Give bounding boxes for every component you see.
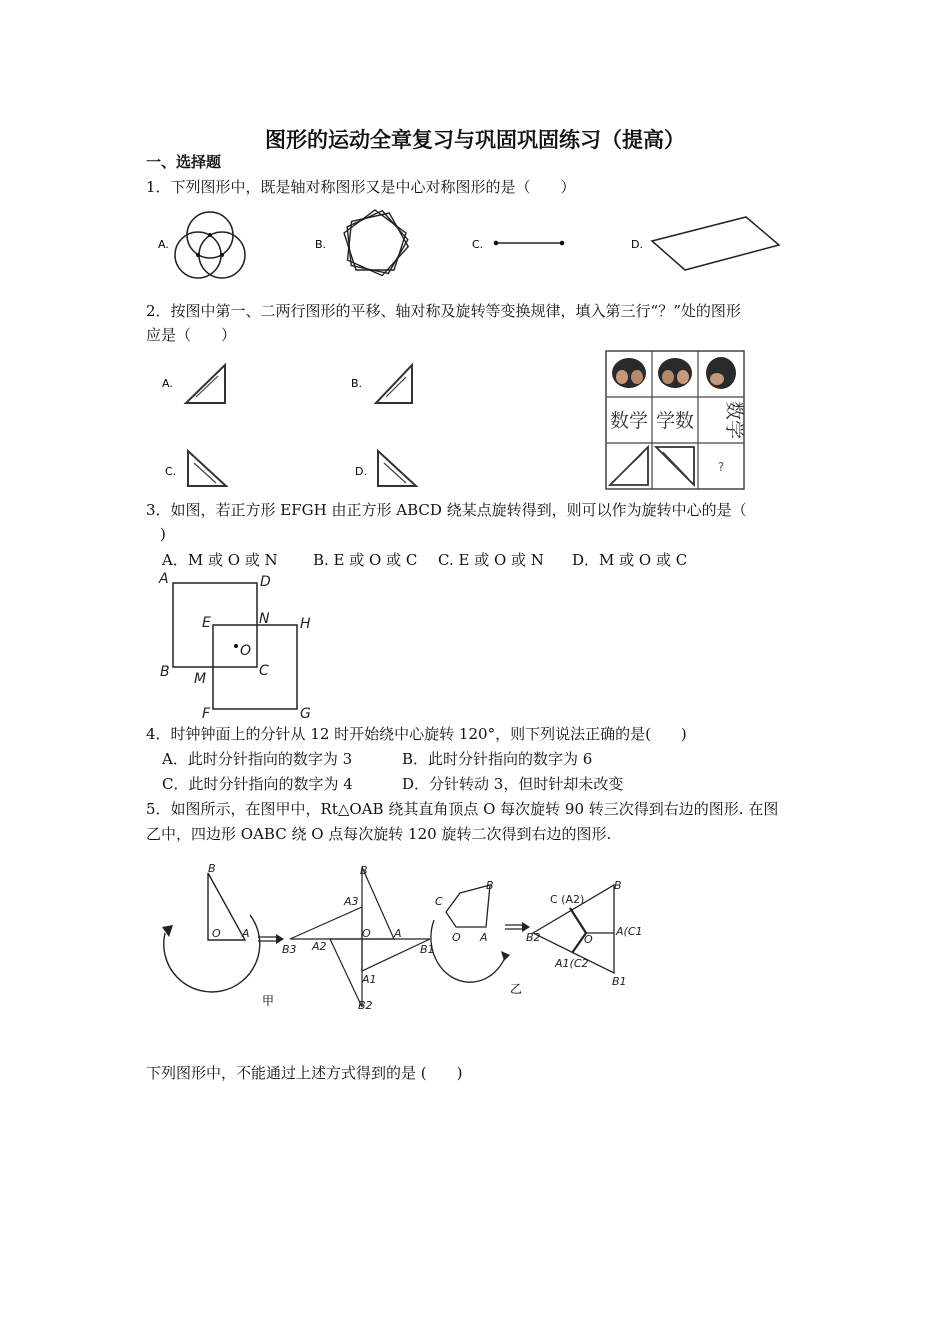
q2-stem-line1: 2．按图中第一、二两行图形的平移、轴对称及旋转等变换规律，填入第三行“？”处的图形 — [146, 302, 741, 320]
q1-label-a: A. — [158, 238, 169, 251]
arrow-right-icon — [258, 934, 284, 944]
q5-label: O — [212, 927, 221, 940]
q3-point-g: G — [300, 706, 311, 722]
grid-cell-row2-col2: 学数 — [655, 410, 695, 432]
animal-image-3 — [706, 357, 736, 389]
q1-option-c[interactable] — [472, 238, 564, 251]
q2-figures — [150, 355, 750, 495]
q2-label-b: B. — [351, 377, 363, 390]
q1-option-b[interactable] — [315, 200, 418, 280]
grid-question-mark: ? — [717, 460, 725, 474]
q1-label-b: B. — [315, 238, 327, 251]
q5-label: A2 — [312, 940, 327, 953]
grid-cell-row2-col1: 数学 — [609, 410, 649, 432]
q5-label: B — [614, 879, 622, 892]
q5-label: C — [435, 895, 443, 908]
q3-figure — [150, 570, 330, 720]
q2-pattern-grid — [606, 351, 745, 489]
q1-option-a[interactable] — [158, 212, 245, 278]
q5-figures — [150, 855, 670, 1025]
q4-option-d[interactable]: D．分针转动 3，但时针却未改变 — [402, 775, 624, 793]
q3-point-n: N — [259, 611, 270, 627]
animal-image-2 — [658, 358, 692, 388]
q5-label: B1 — [420, 943, 435, 956]
q2-stem-line2: 应是（ ） — [146, 326, 237, 344]
q2-label-a: A. — [162, 377, 173, 390]
q2-label-d: D. — [355, 465, 367, 478]
animal-image-1 — [612, 358, 646, 388]
q4-option-b[interactable]: B．此时分针指向的数字为 6 — [402, 750, 593, 768]
q3-point-m: M — [194, 671, 207, 687]
q5-label: A — [480, 931, 488, 944]
q3-point-e: E — [202, 615, 211, 631]
q5-label: O — [362, 927, 371, 940]
q2-option-d[interactable] — [355, 451, 416, 486]
q2-label-c: C. — [165, 465, 177, 478]
q3-stem-line2: ) — [160, 525, 166, 543]
q1-figures — [150, 205, 800, 285]
fig-yi-original — [431, 885, 510, 982]
q2-option-b[interactable] — [351, 365, 412, 403]
q5-follow-up: 下列图形中，不能通过上述方式得到的是 ( ) — [146, 1064, 463, 1082]
q5-label: A3 — [344, 895, 359, 908]
q5-stem-line1: 5．如图所示，在图甲中，Rt△OAB 绕其直角顶点 O 每次旋转 90 转三次得到右边的图形. 在图 — [146, 800, 779, 818]
q4-stem: 4．时钟钟面上的分针从 12 时开始绕中心旋转 120°，则下列说法正确的是( ) — [146, 725, 687, 743]
fig-yi-caption: 乙 — [510, 982, 523, 996]
q3-point-h: H — [300, 616, 311, 632]
q5-label: B1 — [612, 975, 627, 988]
q2-option-a[interactable] — [162, 365, 225, 403]
q4-option-a[interactable]: A．此时分针指向的数字为 3 — [162, 750, 353, 768]
q5-label: B2 — [358, 999, 373, 1012]
q3-point-a: A — [159, 571, 169, 587]
q3-option-c[interactable]: C. E 或 O 或 N — [438, 551, 544, 569]
page-title: 图形的运动全章复习与巩固巩固练习（提高） — [265, 128, 685, 152]
q5-label: B — [486, 879, 494, 892]
q5-label: A1(C2 — [555, 957, 589, 970]
q3-point-b: B — [160, 664, 170, 680]
fig-jia-caption: 甲 — [262, 994, 275, 1008]
q5-label: A — [394, 927, 402, 940]
q5-label: O — [452, 931, 461, 944]
grid-cell-row2-col3: 数学 — [723, 400, 745, 440]
q5-label: B3 — [282, 943, 297, 956]
q5-label: B2 — [526, 931, 541, 944]
q3-option-d[interactable]: D．M 或 O 或 C — [572, 551, 688, 569]
q5-label: B — [360, 864, 368, 877]
q1-label-d: D. — [631, 238, 643, 251]
q1-option-d[interactable] — [631, 217, 779, 270]
section-heading: 一、选择题 — [146, 153, 222, 171]
q5-label: O — [584, 933, 593, 946]
q3-point-d: D — [260, 574, 271, 590]
q4-option-c[interactable]: C．此时分针指向的数字为 4 — [162, 775, 353, 793]
q5-stem-line2: 乙中，四边形 OABC 绕 O 点每次旋转 120 旋转二次得到右边的图形. — [146, 825, 612, 843]
q3-stem-line1: 3．如图，若正方形 EFGH 由正方形 ABCD 绕某点旋转得到，则可以作为旋转中心的是（ — [146, 501, 747, 519]
q5-label: A — [242, 927, 250, 940]
q5-label: A(C1 — [616, 925, 643, 938]
q5-label: C (A2) — [550, 893, 585, 906]
q3-point-o: O — [240, 643, 252, 659]
q1-stem: 1．下列图形中，既是轴对称图形又是中心对称图形的是（ ） — [146, 178, 576, 196]
q3-option-b[interactable]: B. E 或 O 或 C — [313, 551, 418, 569]
q3-point-c: C — [259, 663, 269, 679]
q3-point-f: F — [202, 706, 211, 722]
q5-label: B — [208, 862, 216, 875]
q2-option-c[interactable] — [165, 451, 226, 486]
q3-option-a[interactable]: A．M 或 O 或 N — [162, 551, 278, 569]
fig-jia-rotated — [290, 867, 430, 1007]
q1-label-c: C. — [472, 238, 484, 251]
q5-label: A1 — [362, 973, 377, 986]
